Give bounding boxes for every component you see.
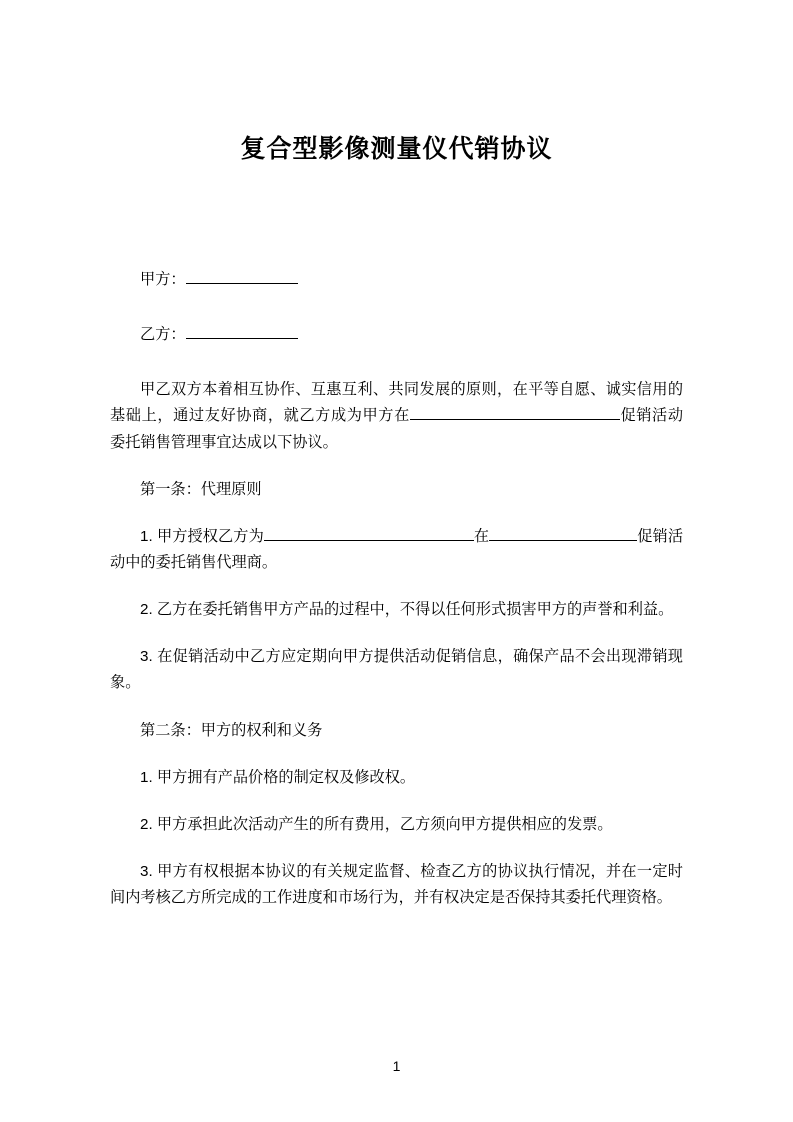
- preamble-text-part2: 促销活动委托销售管理事宜达成以下协议。: [110, 407, 684, 451]
- page-title: 复合型影像测量仪代销协议: [240, 135, 553, 163]
- party-a-label: 甲方：: [140, 271, 186, 288]
- section-1-item-1: [110, 524, 683, 576]
- section-1-item-1-prefix: 1. 甲方授权乙方为: [140, 527, 264, 545]
- section-2-item-3: 3. 甲方有权根据本协议的有关规定监督、检查乙方的协议执行情况，并在一定时间内考核乙方所完成的工作进度和市场行为，并有权决定是否保持其委托代理资格。: [110, 862, 683, 907]
- party-b-line: [110, 322, 683, 348]
- section-1-item-1-blank-1[interactable]: [264, 540, 474, 541]
- party-b-blank[interactable]: [186, 338, 298, 339]
- party-a-line: [110, 267, 683, 293]
- section-1-heading: 第一条：代理原则: [140, 480, 262, 498]
- section-1-item-3: 3. 在促销活动中乙方应定期向甲方提供活动促销信息，确保产品不会出现滞销现象。: [110, 648, 683, 692]
- section-1-item-1-suffix: 促销活动中的委托销售代理商。: [110, 527, 684, 571]
- section-2-heading: 第二条：甲方的权利和义务: [140, 721, 323, 739]
- page-number: 1: [392, 1058, 401, 1074]
- section-1-item-2: 2. 乙方在委托销售甲方产品的过程中，不得以任何形式损害甲方的声誉和利益。: [140, 601, 674, 619]
- preamble-paragraph: [110, 377, 683, 455]
- section-2-item-1: 1. 甲方拥有产品价格的制定权及修改权。: [140, 768, 416, 786]
- party-b-label: 乙方：: [140, 326, 186, 344]
- document-body: [110, 164, 683, 911]
- preamble-text-part1: 甲乙双方本着相互协作、互惠互利、共同发展的原则，在平等自愿、诚实信用的基础上，通过友好协商，就乙方成为甲方在: [110, 381, 683, 425]
- section-1-item-1-blank-2[interactable]: [489, 540, 637, 541]
- section-2-item-2: 2. 甲方承担此次活动产生的所有费用，乙方须向甲方提供相应的发票。: [140, 815, 613, 833]
- preamble-blank[interactable]: [410, 419, 620, 420]
- section-1-item-1-middle: 在: [473, 527, 490, 545]
- party-a-blank[interactable]: [186, 283, 298, 284]
